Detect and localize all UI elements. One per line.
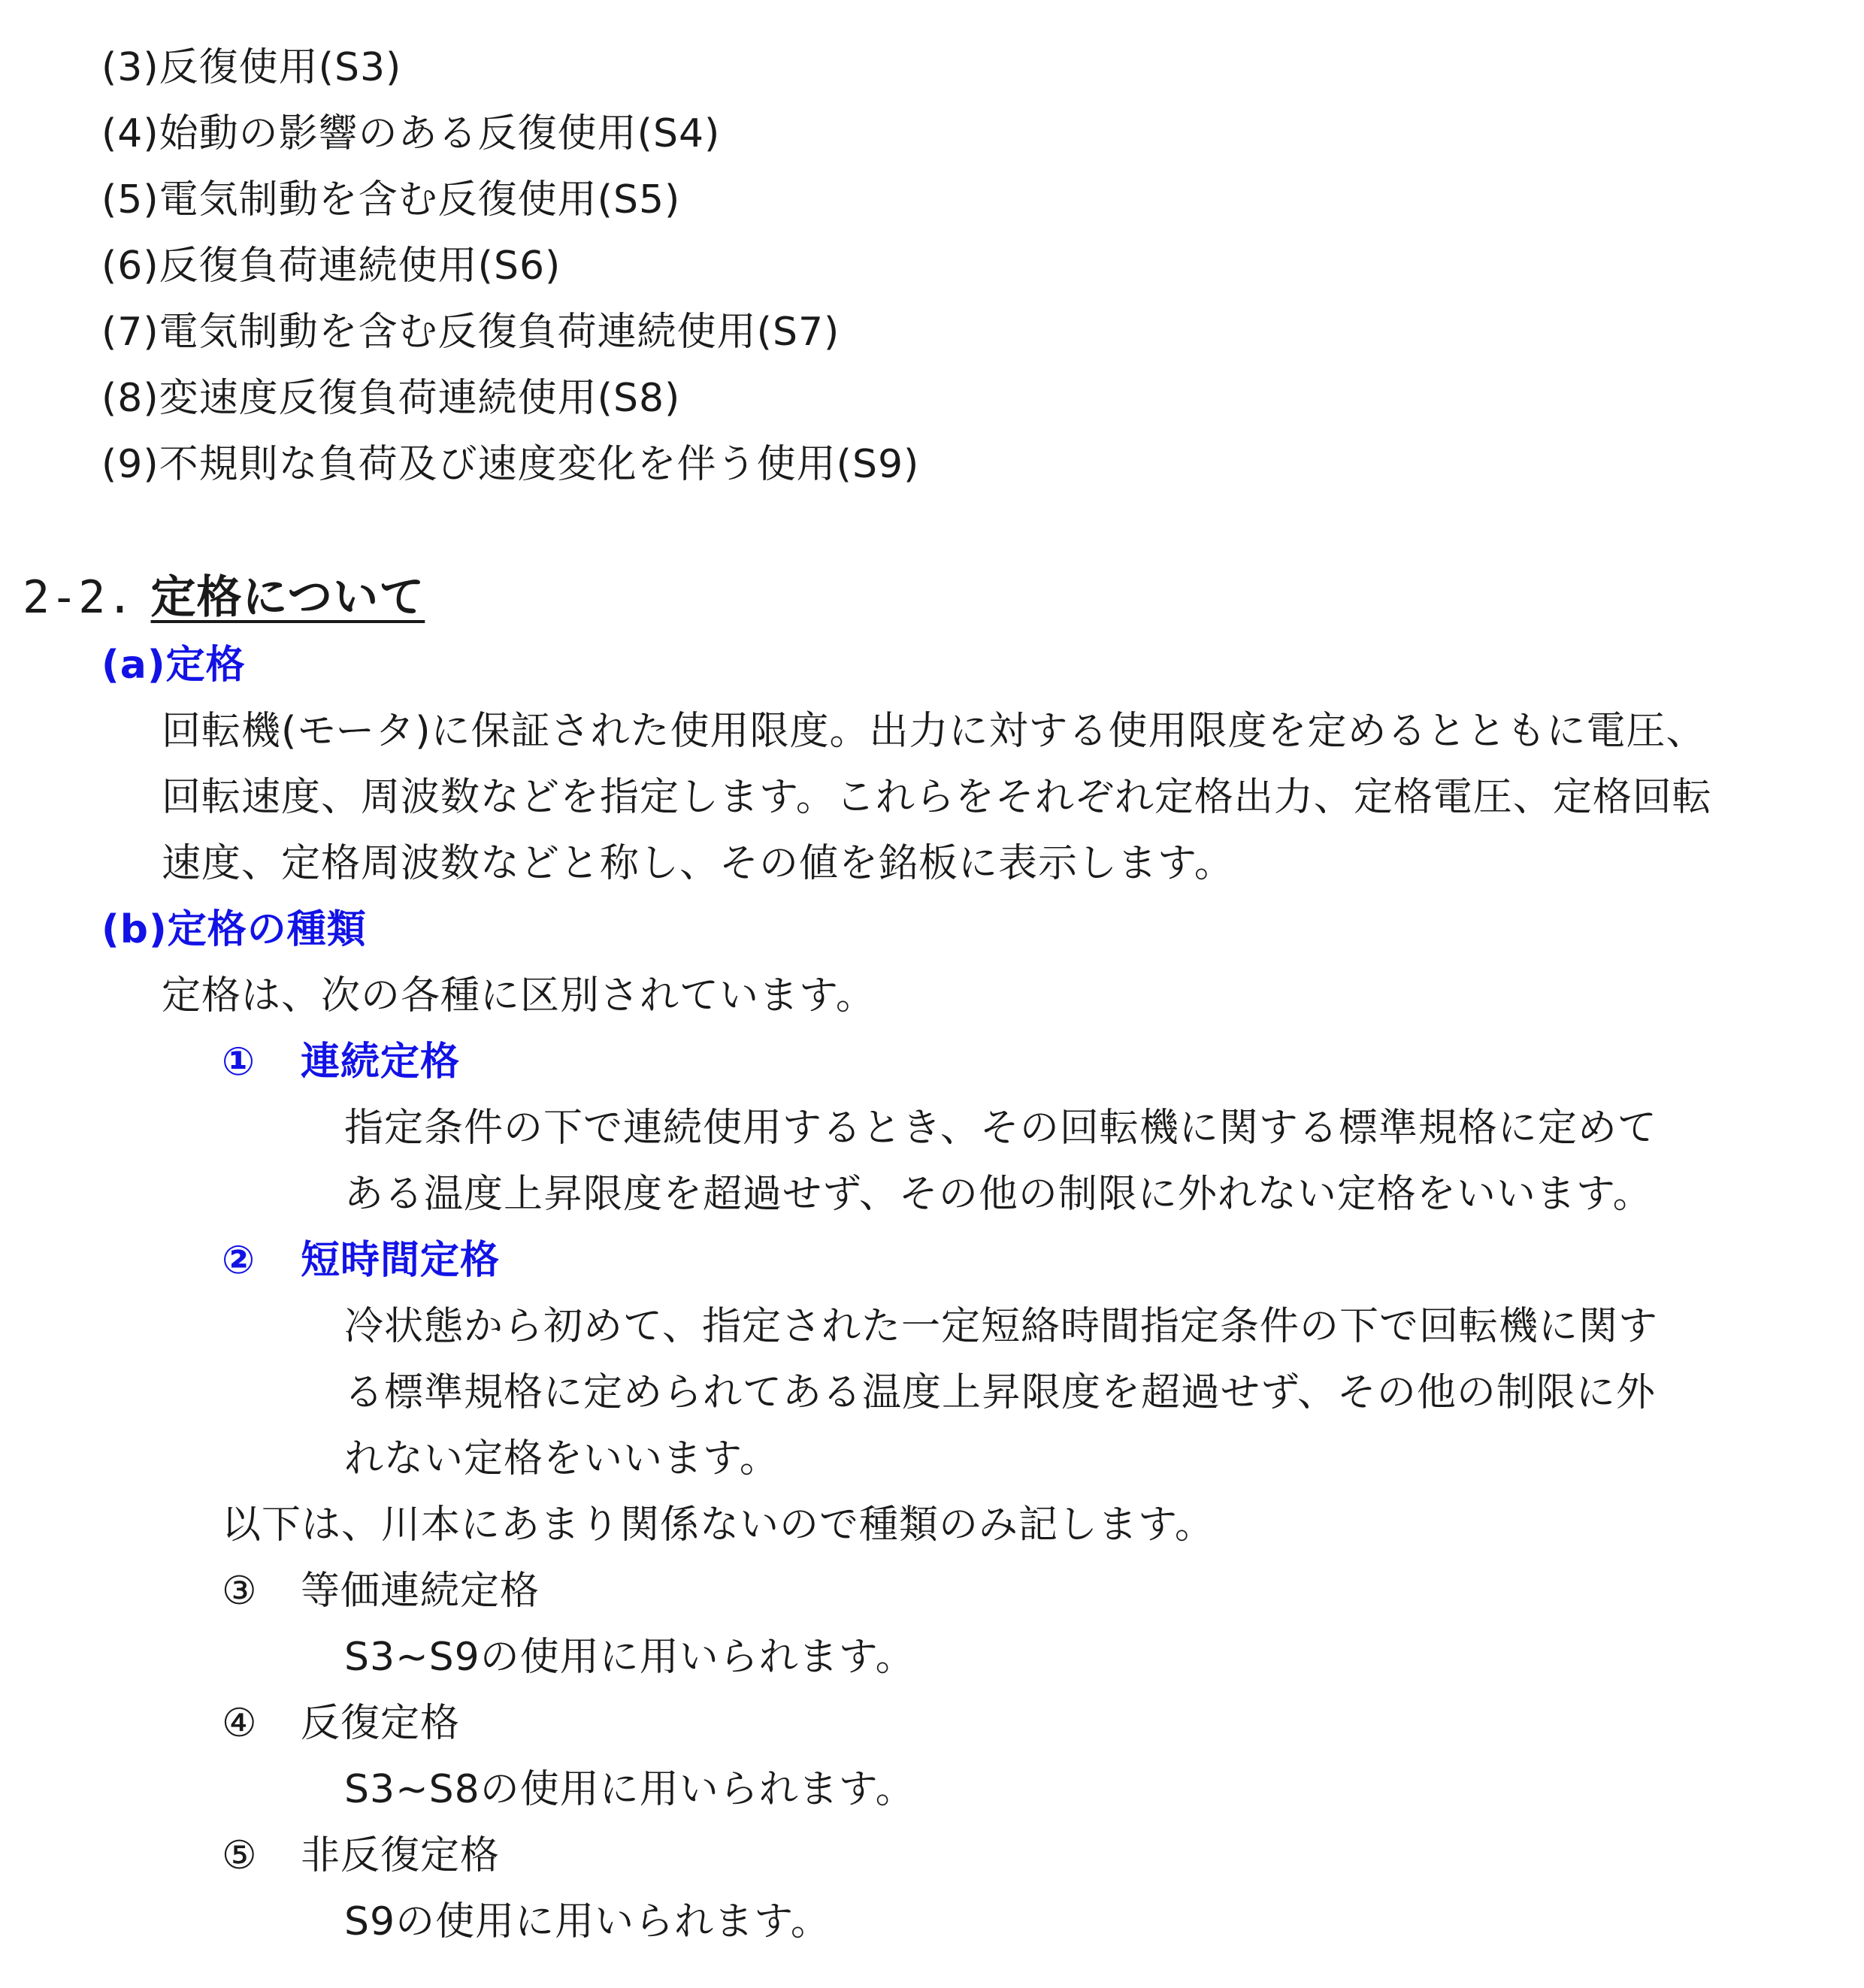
rating-types-heading: (b)定格の種類 <box>101 907 367 952</box>
section-heading <box>23 567 425 628</box>
continuous-rating-line-2: ある温度上昇限度を超過せず、その他の制限に外れない定格をいいます。 <box>344 1172 1653 1217</box>
equivalent-rating-marker: ③ <box>222 1569 258 1614</box>
equivalent-rating-line: S3~S9の使用に用いられます。 <box>344 1635 915 1680</box>
non-periodic-rating-heading <box>222 1829 500 1882</box>
continuous-rating-marker: ① <box>222 1039 256 1085</box>
rating-line-2: 回転速度、周波数などを指定します。これらをそれぞれ定格出力、定格電圧、定格回転 <box>162 775 1712 820</box>
short-time-rating-line-3: れない定格をいいます。 <box>344 1436 779 1481</box>
continuous-rating-line-1: 指定条件の下で連続使用するとき、その回転機に関する標準規格に定めて <box>344 1106 1657 1151</box>
short-time-rating-marker: ② <box>222 1238 256 1283</box>
non-periodic-rating-title: 非反復定格 <box>301 1833 501 1878</box>
short-time-rating-title: 短時間定格 <box>301 1238 501 1283</box>
short-time-rating-heading <box>222 1234 500 1287</box>
equivalent-rating-title: 等価連続定格 <box>301 1569 540 1614</box>
continuous-rating-heading <box>222 1036 460 1088</box>
short-time-rating-line-1: 冷状態から初めて、指定された一定短絡時間指定条件の下で回転機に関す <box>344 1304 1658 1349</box>
short-time-rating-line-2: る標準規格に定められてある温度上昇限度を超過せず、その他の制限に外 <box>344 1370 1656 1415</box>
rating-types-intro: 定格は、次の各種に区別されています。 <box>162 973 876 1018</box>
continuous-rating-title: 連続定格 <box>301 1039 461 1085</box>
non-periodic-rating-marker: ⑤ <box>222 1833 258 1878</box>
section-title: 定格について <box>150 571 425 624</box>
duty-type-s3: (3)反復使用(S3) <box>101 45 402 90</box>
duty-type-s4: (4)始動の影響のある反復使用(S4) <box>101 111 721 156</box>
duty-type-s6: (6)反復負荷連続使用(S6) <box>101 244 561 289</box>
periodic-rating-line: S3~S8の使用に用いられます。 <box>344 1767 915 1812</box>
duty-type-s5: (5)電気制動を含む反復使用(S5) <box>101 177 681 222</box>
duty-type-s7: (7)電気制動を含む反復負荷連続使用(S7) <box>101 310 840 355</box>
section-number: 2-2. <box>23 571 135 624</box>
non-periodic-rating-line: S9の使用に用いられます。 <box>344 1899 831 1944</box>
equivalent-rating-heading <box>222 1565 540 1617</box>
duty-type-s9: (9)不規則な負荷及び速度変化を伴う使用(S9) <box>101 442 920 487</box>
rating-types-note: 以下は、川本にあまり関係ないので種類のみ記します。 <box>222 1502 1215 1548</box>
rating-line-3: 速度、定格周波数などと称し、その値を銘板に表示します。 <box>162 841 1234 886</box>
periodic-rating-heading <box>222 1697 460 1750</box>
duty-type-s8: (8)変速度反復負荷連続使用(S8) <box>101 376 681 421</box>
periodic-rating-title: 反復定格 <box>301 1701 461 1746</box>
periodic-rating-marker: ④ <box>222 1701 258 1746</box>
rating-heading: (a)定格 <box>101 643 246 688</box>
rating-line-1: 回転機(モータ)に保証された使用限度。出力に対する使用限度を定めるとともに電圧、 <box>162 709 1706 754</box>
